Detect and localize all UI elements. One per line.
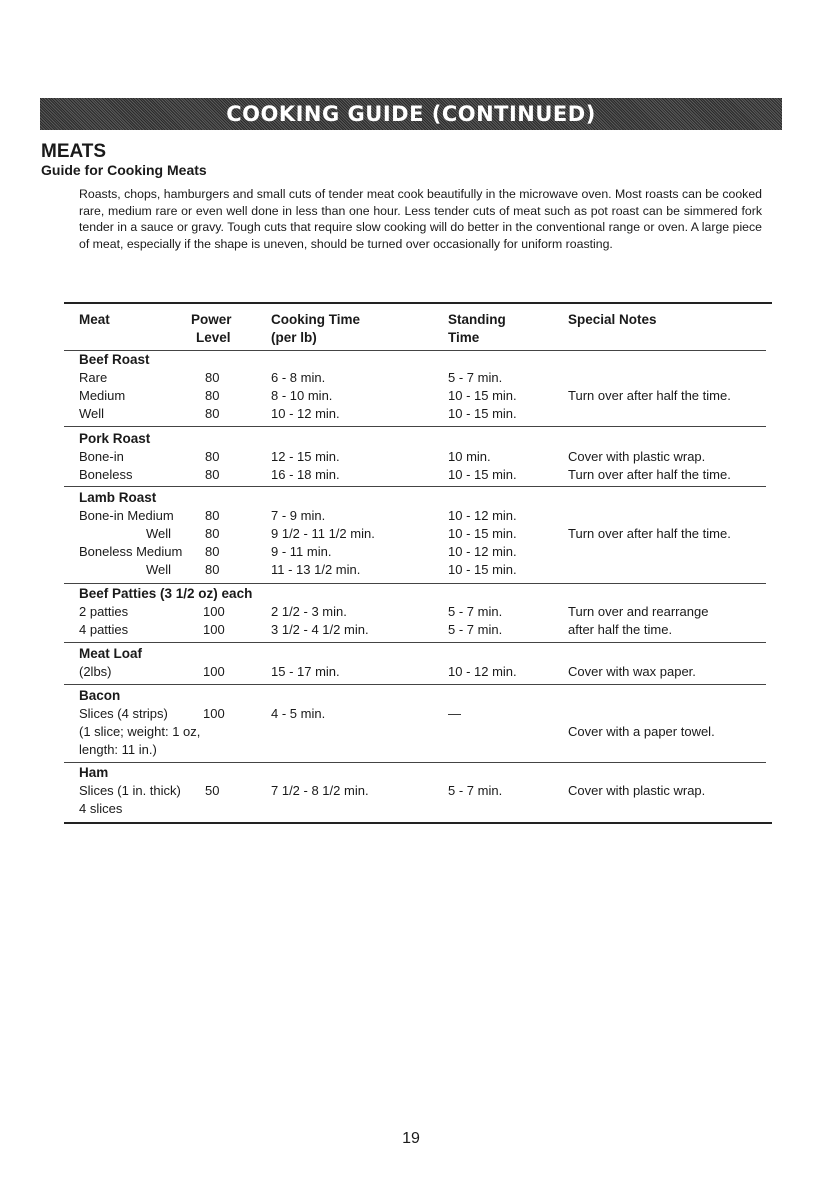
ham-row-detail: 4 slices — [79, 801, 123, 816]
bacon-row-power: 100 — [203, 706, 225, 721]
group-title-lamb-roast: Lamb Roast — [79, 490, 157, 505]
bacon-row-note: Cover with a paper towel. — [568, 724, 715, 739]
header-standing: Standing — [448, 312, 506, 327]
beef-row-time: 6 - 8 min. — [271, 370, 326, 385]
banner-title: COOKING GUIDE (CONTINUED) — [226, 102, 596, 126]
lamb-row-power: 80 — [205, 544, 220, 559]
header-power: Power — [191, 312, 232, 327]
patties-row-time: 3 1/2 - 4 1/2 min. — [271, 622, 369, 637]
group-title-beef-patties: Beef Patties (3 1/2 oz) each — [79, 586, 253, 601]
table-bottom-rule — [64, 822, 772, 824]
lamb-row-meat: Bone-in Medium — [79, 508, 174, 523]
lamb-row-time: 7 - 9 min. — [271, 508, 326, 523]
beef-row-meat: Rare — [79, 370, 108, 385]
beef-row-time: 8 - 10 min. — [271, 388, 333, 403]
pork-row-note: Turn over after half the time. — [568, 467, 731, 482]
bacon-row-standing: — — [448, 706, 461, 721]
bacon-row-detail: (1 slice; weight: 1 oz, — [79, 724, 201, 739]
pork-row-note: Cover with plastic wrap. — [568, 449, 706, 464]
lamb-row-meat: Well — [146, 526, 172, 541]
patties-row-standing: 5 - 7 min. — [448, 604, 503, 619]
section-subtitle: Guide for Cooking Meats — [41, 162, 207, 178]
table-top-rule — [64, 302, 772, 304]
bacon-row-time: 4 - 5 min. — [271, 706, 326, 721]
lamb-row-power: 80 — [205, 508, 220, 523]
group-rule — [64, 762, 766, 763]
lamb-row-power: 80 — [205, 526, 220, 541]
group-rule — [64, 642, 766, 643]
group-rule — [64, 684, 766, 685]
section-title: MEATS — [41, 141, 107, 162]
beef-row-power: 80 — [205, 370, 220, 385]
lamb-row-standing: 10 - 12 min. — [448, 508, 517, 523]
patties-row-power: 100 — [203, 604, 225, 619]
lamb-row-time: 9 1/2 - 11 1/2 min. — [271, 526, 375, 541]
beef-row-meat: Medium — [79, 388, 126, 403]
intro-paragraph: Roasts, chops, hamburgers and small cuts of tender meat cook beautifully in the microwave oven. Most roasts can be cooked rare, medium rare or even well done in less than one hour. Less tender cuts of meat such as pot roast can be simmered fork tender in a sauce or gravy. Tough cuts that require slow cooking will do better in the conventional range or oven. A large piece of meat, especially if the shape is uneven, should be turned over occasionally for uniform roasting. — [79, 187, 762, 251]
header-level: Level — [196, 330, 231, 345]
page-number: 19 — [402, 1130, 420, 1147]
pork-row-power: 80 — [205, 449, 220, 464]
ham-row-standing: 5 - 7 min. — [448, 783, 503, 798]
beef-row-standing: 10 - 15 min. — [448, 406, 517, 421]
bacon-row-meat: Slices (4 strips) — [79, 706, 168, 721]
header-special-notes: Special Notes — [568, 312, 657, 327]
beef-row-time: 10 - 12 min. — [271, 406, 340, 421]
group-title-pork-roast: Pork Roast — [79, 431, 151, 446]
beef-row-standing: 5 - 7 min. — [448, 370, 503, 385]
patties-row-note: Turn over and rearrange — [568, 604, 709, 619]
lamb-row-note: Turn over after half the time. — [568, 526, 731, 541]
lamb-row-time: 11 - 13 1/2 min. — [271, 562, 361, 577]
lamb-row-standing: 10 - 15 min. — [448, 526, 517, 541]
patties-row-power: 100 — [203, 622, 225, 637]
patties-row-meat: 4 patties — [79, 622, 129, 637]
loaf-row-note: Cover with wax paper. — [568, 664, 696, 679]
group-title-ham: Ham — [79, 765, 109, 780]
beef-row-note: Turn over after half the time. — [568, 388, 731, 403]
pork-row-time: 12 - 15 min. — [271, 449, 340, 464]
pork-row-power: 80 — [205, 467, 220, 482]
beef-row-power: 80 — [205, 406, 220, 421]
group-rule — [64, 486, 766, 487]
loaf-row-meat: (2lbs) — [79, 664, 112, 679]
patties-row-time: 2 1/2 - 3 min. — [271, 604, 347, 619]
patties-row-meat: 2 patties — [79, 604, 129, 619]
lamb-row-meat: Well — [146, 562, 172, 577]
section-banner — [40, 98, 782, 130]
pork-row-standing: 10 min. — [448, 449, 491, 464]
ham-row-power: 50 — [205, 783, 220, 798]
group-title-meat-loaf: Meat Loaf — [79, 646, 143, 661]
patties-row-note: after half the time. — [568, 622, 673, 637]
loaf-row-time: 15 - 17 min. — [271, 664, 340, 679]
lamb-row-time: 9 - 11 min. — [271, 544, 332, 559]
group-rule — [64, 583, 766, 584]
lamb-row-standing: 10 - 12 min. — [448, 544, 517, 559]
lamb-row-meat: Boneless Medium — [79, 544, 183, 559]
header-meat: Meat — [79, 312, 110, 327]
header-rule — [64, 350, 766, 351]
ham-row-meat: Slices (1 in. thick) — [79, 783, 181, 798]
ham-row-note: Cover with plastic wrap. — [568, 783, 706, 798]
beef-row-power: 80 — [205, 388, 220, 403]
patties-row-standing: 5 - 7 min. — [448, 622, 503, 637]
pork-row-meat: Boneless — [79, 467, 133, 482]
group-title-beef-roast: Beef Roast — [79, 352, 150, 367]
header-cooking-time: Cooking Time — [271, 312, 361, 327]
group-title-bacon: Bacon — [79, 688, 121, 703]
loaf-row-power: 100 — [203, 664, 225, 679]
ham-row-time: 7 1/2 - 8 1/2 min. — [271, 783, 369, 798]
header-time: Time — [448, 330, 480, 345]
beef-row-meat: Well — [79, 406, 105, 421]
lamb-row-standing: 10 - 15 min. — [448, 562, 517, 577]
pork-row-time: 16 - 18 min. — [271, 467, 340, 482]
pork-row-standing: 10 - 15 min. — [448, 467, 517, 482]
bacon-row-detail: length: 11 in.) — [79, 742, 157, 757]
beef-row-standing: 10 - 15 min. — [448, 388, 517, 403]
loaf-row-standing: 10 - 12 min. — [448, 664, 517, 679]
header-per-lb: (per lb) — [271, 330, 317, 345]
group-rule — [64, 426, 766, 427]
lamb-row-power: 80 — [205, 562, 220, 577]
pork-row-meat: Bone-in — [79, 449, 124, 464]
